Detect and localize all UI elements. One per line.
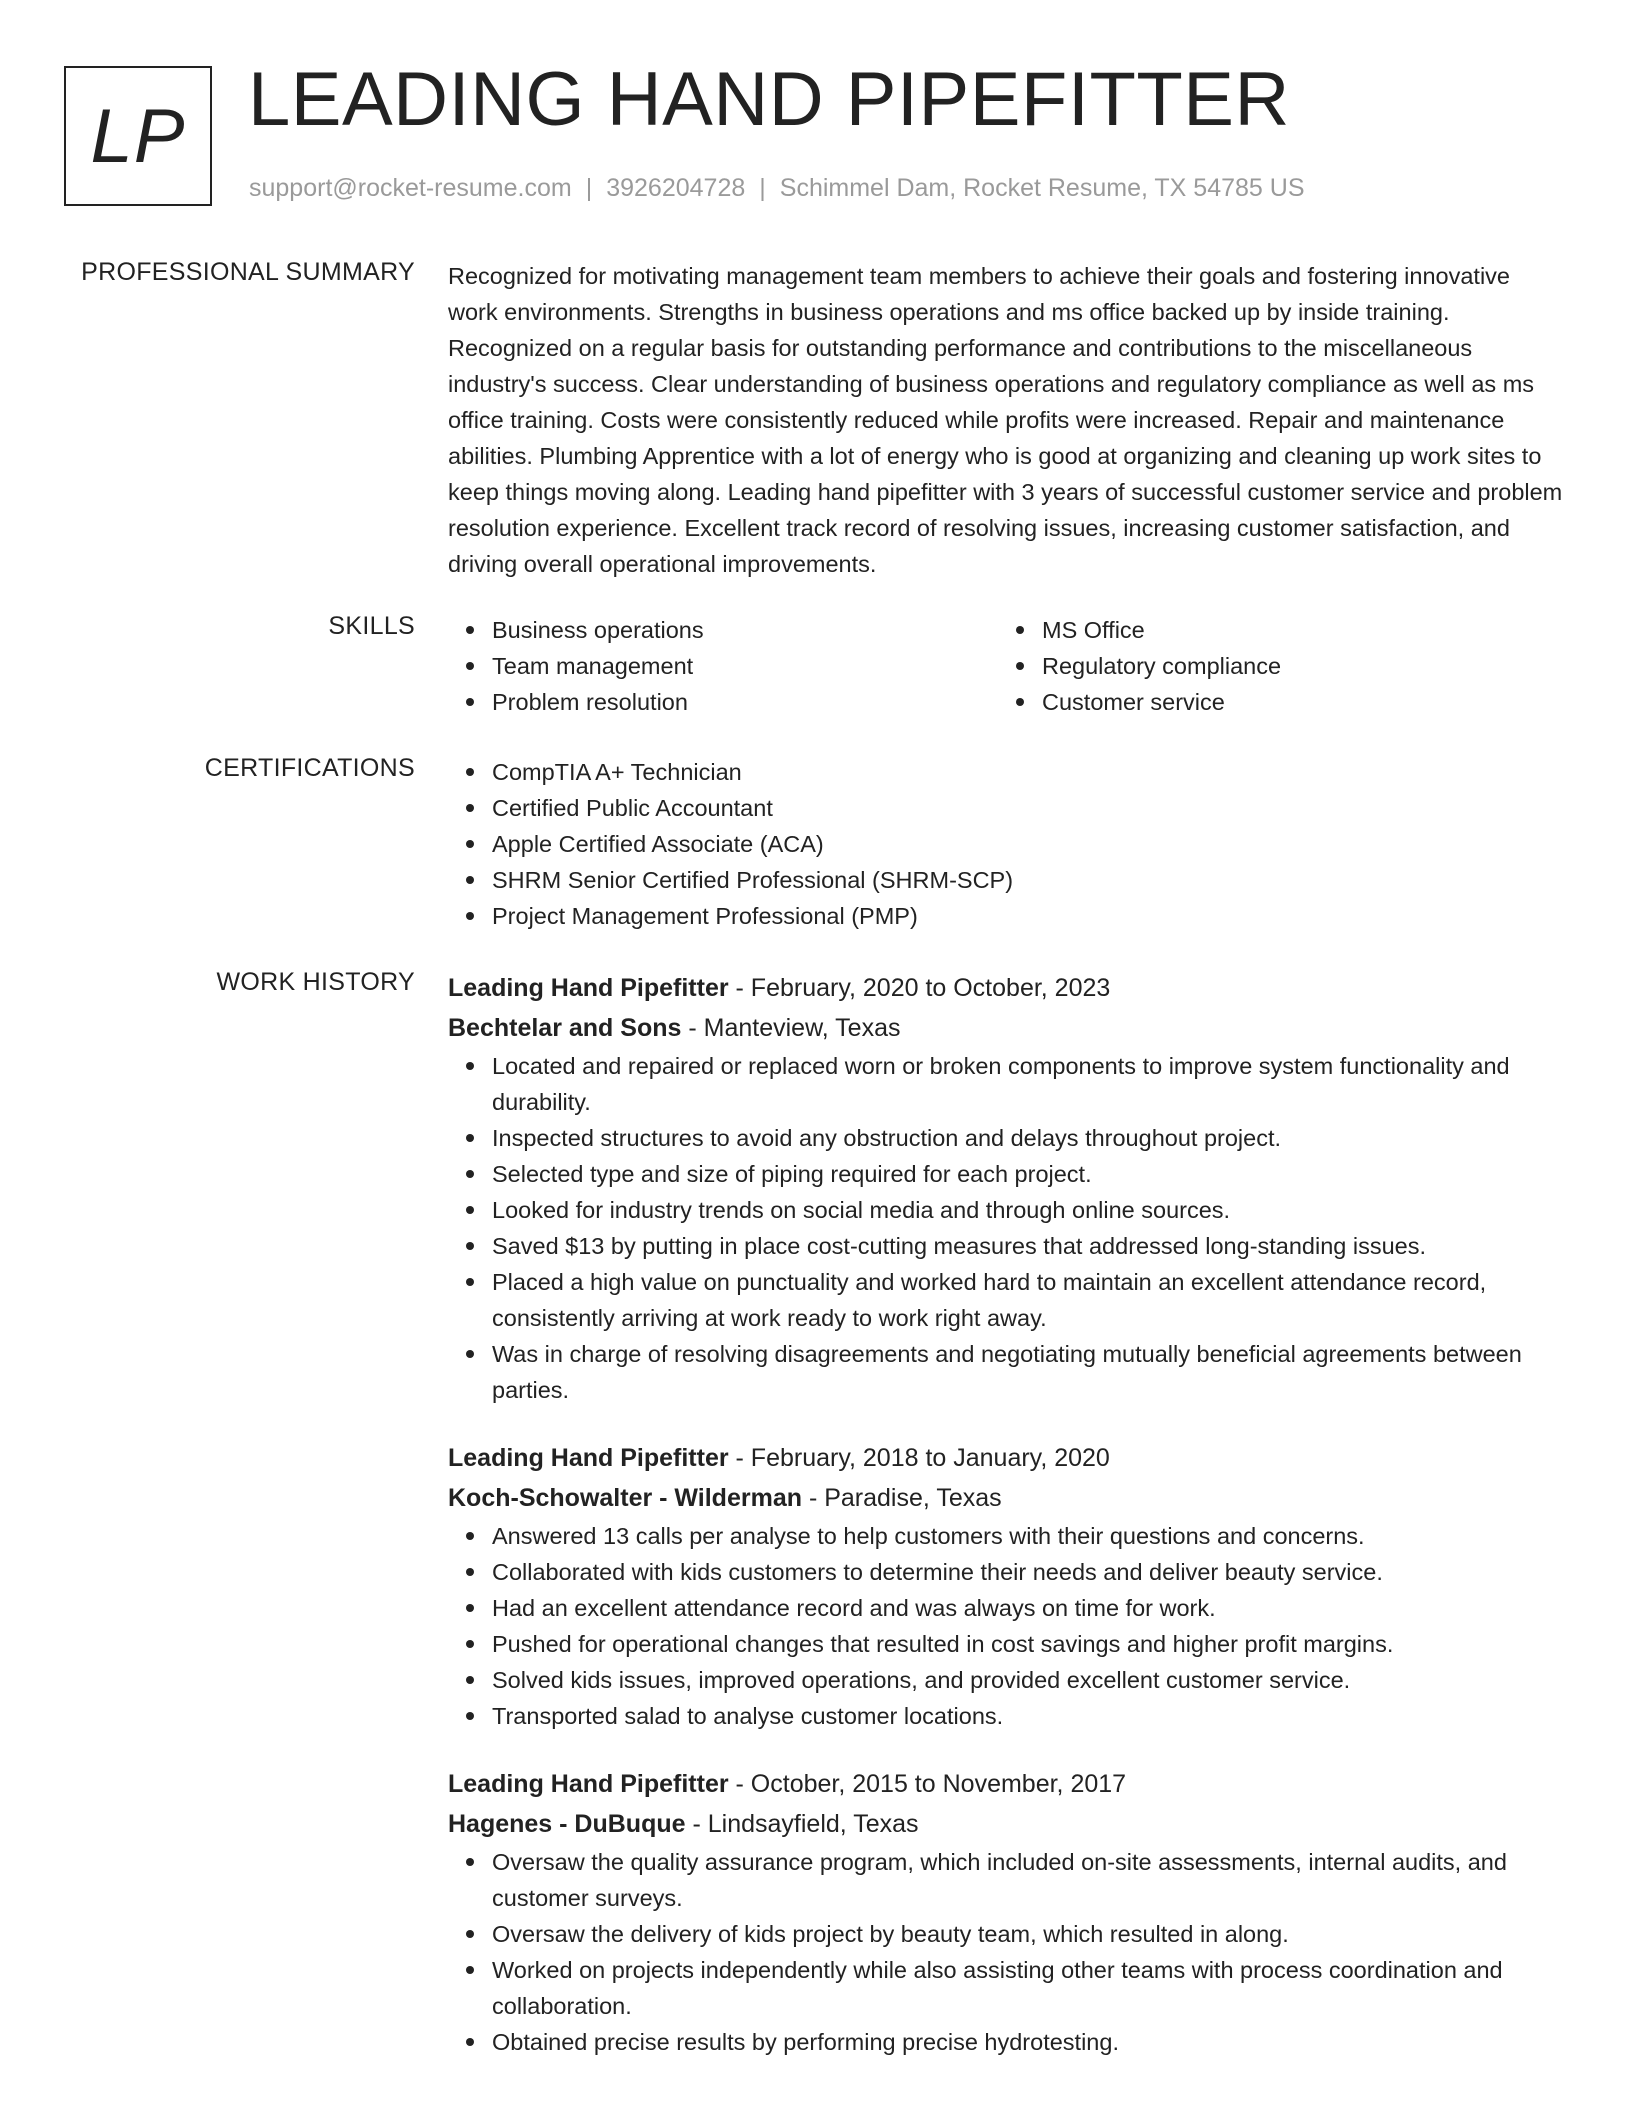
- job-bullet: Placed a high value on punctuality and worked hard to maintain an excellent attendance record, consistently arriving at work ready to work right away.: [492, 1264, 1563, 1336]
- work-label: WORK HISTORY: [216, 968, 415, 996]
- contact-phone: 3926204728: [606, 174, 746, 202]
- job-bullet: Was in charge of resolving disagreements and negotiating mutually beneficial agreements between parties.: [492, 1336, 1563, 1408]
- certifications-list: [448, 754, 1563, 934]
- job-bullet: Transported salad to analyse customer locations.: [492, 1698, 1563, 1734]
- certification-item: Apple Certified Associate (ACA): [492, 826, 1563, 862]
- job-bullet: Looked for industry trends on social media and through online sources.: [492, 1192, 1563, 1228]
- job-location: - Manteview, Texas: [681, 1014, 901, 1042]
- monogram-text: LP: [90, 93, 186, 179]
- job-bullet: Worked on projects independently while also assisting other teams with process coordination and collaboration.: [492, 1952, 1563, 2024]
- certifications-label: CERTIFICATIONS: [204, 754, 415, 782]
- contact-separator: |: [585, 174, 593, 202]
- job-title: Leading Hand Pipefitter: [448, 1444, 729, 1472]
- skill-item: Problem resolution: [492, 684, 1042, 720]
- job-company-line: [448, 1478, 1563, 1518]
- job-bullet: Had an excellent attendance record and was always on time for work.: [492, 1590, 1563, 1626]
- skills-body: [448, 612, 1563, 720]
- job-bullet: Located and repaired or replaced worn or broken components to improve system functionality and durability.: [492, 1048, 1563, 1120]
- job-dates: - October, 2015 to November, 2017: [728, 1770, 1127, 1798]
- summary-text: Recognized for motivating management team members to achieve their goals and fostering innovative work environments. Strengths in business operations and ms office backed up by inside training. Recognized on a regular basis for outstanding performance and contributions to the miscellaneous industry's success. Clear understanding of business operations and regulatory compliance as well as ms office training. Costs were consistently reduced while profits were increased. Repair and maintenance abilities. Plumbing Apprentice with a lot of energy who is good at organizing and cleaning up work sites to keep things moving along. Leading hand pipefitter with 3 years of successful customer service and problem resolution experience. Excellent track record of resolving issues, increasing customer satisfaction, and driving overall operational improvements.: [448, 263, 1563, 577]
- job-entry: [448, 1764, 1563, 2060]
- job-title: Leading Hand Pipefitter: [448, 1770, 729, 1798]
- skill-item: Team management: [492, 648, 1042, 684]
- work-body: [448, 968, 1563, 2060]
- job-entry: [448, 968, 1563, 1408]
- contact-address: Schimmel Dam, Rocket Resume, TX 54785 US: [779, 174, 1305, 202]
- job-location: - Lindsayfield, Texas: [685, 1810, 919, 1838]
- job-location: - Paradise, Texas: [802, 1484, 1002, 1512]
- job-company-line: [448, 1804, 1563, 1844]
- certification-item: CompTIA A+ Technician: [492, 754, 1563, 790]
- job-bullet: Collaborated with kids customers to determine their needs and deliver beauty service.: [492, 1554, 1563, 1590]
- job-bullet: Selected type and size of piping required for each project.: [492, 1156, 1563, 1192]
- job-company: Hagenes - DuBuque: [448, 1810, 686, 1838]
- job-bullet-list: [448, 1048, 1563, 1408]
- job-bullet-list: [448, 1518, 1563, 1734]
- skills-label: SKILLS: [328, 612, 415, 640]
- job-bullet: Obtained precise results by performing precise hydrotesting.: [492, 2024, 1563, 2060]
- summary-label: PROFESSIONAL SUMMARY: [81, 258, 415, 286]
- job-bullet: Solved kids issues, improved operations, and provided excellent customer service.: [492, 1662, 1563, 1698]
- job-bullet: Saved $13 by putting in place cost-cutting measures that addressed long-standing issues.: [492, 1228, 1563, 1264]
- job-bullet: Inspected structures to avoid any obstruction and delays throughout project.: [492, 1120, 1563, 1156]
- job-title-line: [448, 968, 1563, 1008]
- resume-title: LEADING HAND PIPEFITTER: [248, 57, 1290, 142]
- skill-item: Regulatory compliance: [1042, 648, 1592, 684]
- job-company: Koch-Schowalter - Wilderman: [448, 1484, 802, 1512]
- job-company-line: [448, 1008, 1563, 1048]
- skill-item: Customer service: [1042, 684, 1592, 720]
- contact-email: support@rocket-resume.com: [249, 174, 572, 202]
- contact-line: [249, 174, 1305, 203]
- skills-list: [448, 612, 1563, 720]
- certification-item: Certified Public Accountant: [492, 790, 1563, 826]
- job-dates: - February, 2020 to October, 2023: [728, 974, 1111, 1002]
- monogram-logo: [64, 66, 212, 206]
- certification-item: Project Management Professional (PMP): [492, 898, 1563, 934]
- job-entry: [448, 1438, 1563, 1734]
- job-bullet: Oversaw the delivery of kids project by beauty team, which resulted in along.: [492, 1916, 1563, 1952]
- job-title-line: [448, 1764, 1563, 1804]
- job-bullet: Pushed for operational changes that resulted in cost savings and higher profit margins.: [492, 1626, 1563, 1662]
- job-bullet: Answered 13 calls per analyse to help customers with their questions and concerns.: [492, 1518, 1563, 1554]
- contact-separator: |: [759, 174, 766, 202]
- job-dates: - February, 2018 to January, 2020: [728, 1444, 1110, 1472]
- job-company: Bechtelar and Sons: [448, 1014, 682, 1042]
- job-title: Leading Hand Pipefitter: [448, 974, 729, 1002]
- job-title-line: [448, 1438, 1563, 1478]
- certifications-body: [448, 754, 1563, 934]
- skill-item: Business operations: [492, 612, 1042, 648]
- job-bullet: Oversaw the quality assurance program, which included on-site assessments, internal audits, and customer surveys.: [492, 1844, 1563, 1916]
- job-bullet-list: [448, 1844, 1563, 2060]
- skill-item: MS Office: [1042, 612, 1592, 648]
- certification-item: SHRM Senior Certified Professional (SHRM-SCP): [492, 862, 1563, 898]
